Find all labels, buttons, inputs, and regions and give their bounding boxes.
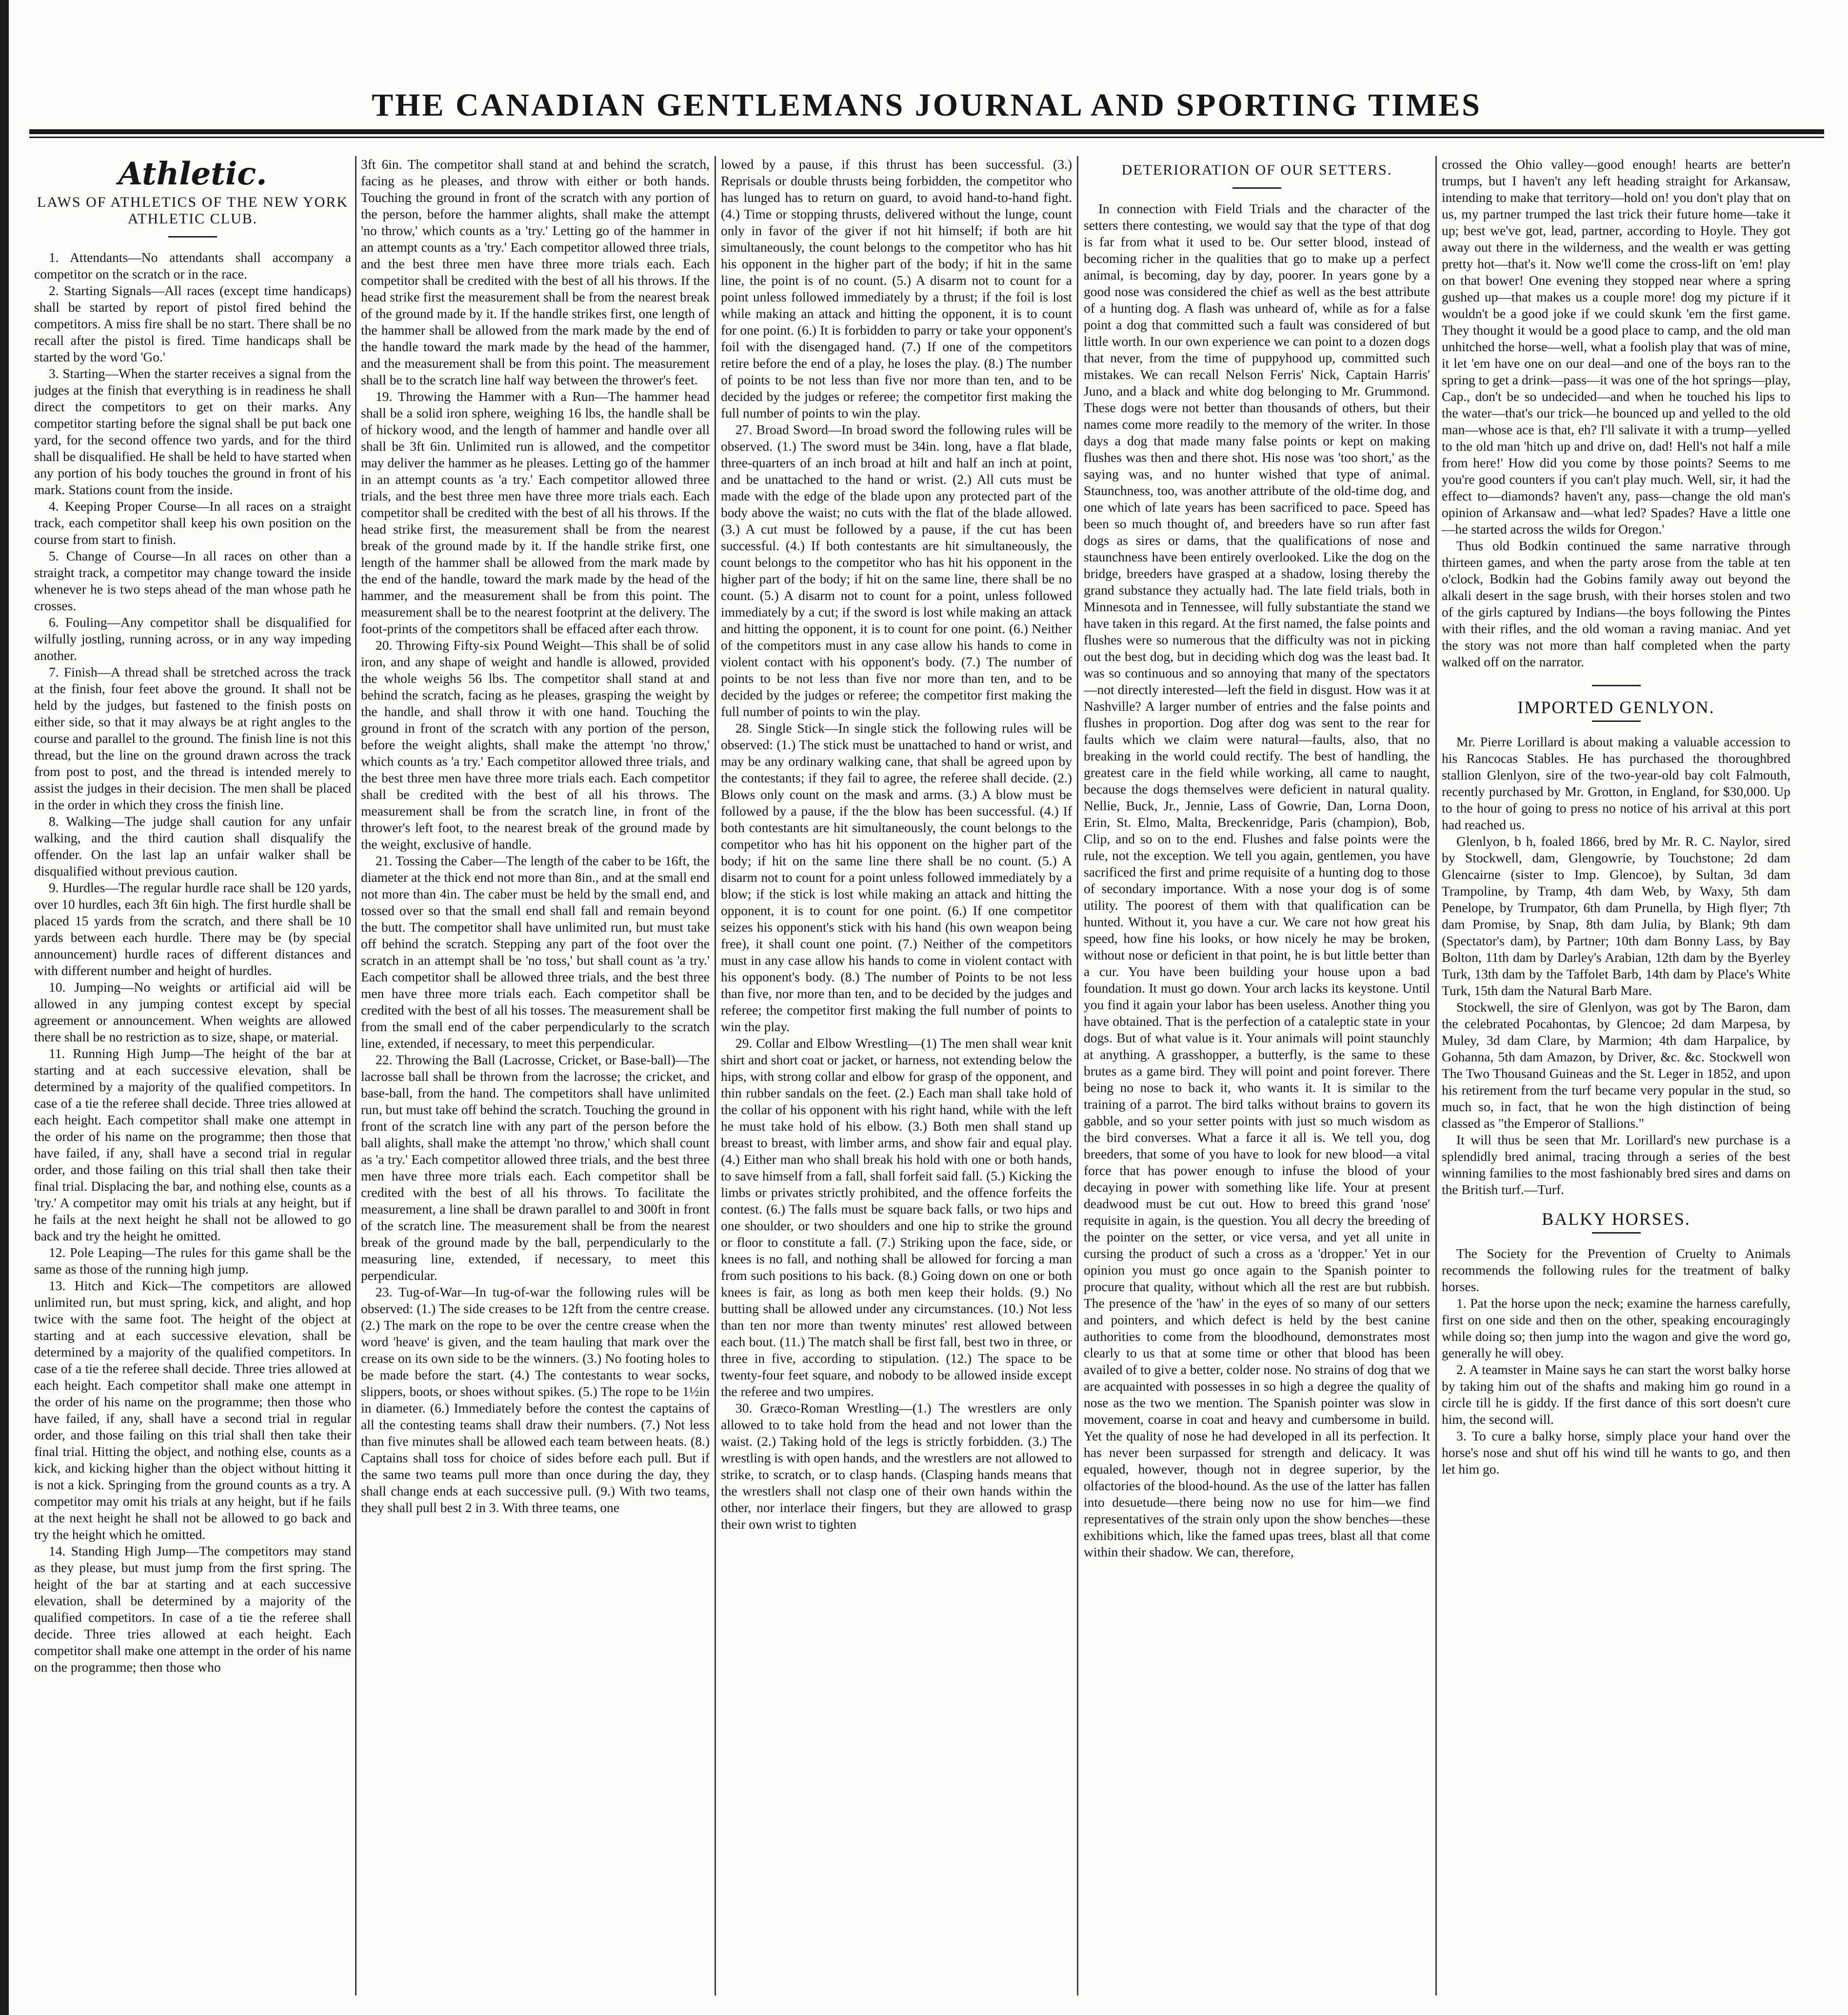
heading-rule [1592, 720, 1641, 722]
paragraph: Mr. Pierre Lorillard is about making a valuable accession to his Rancocas Stables. He has purchased the thoroughbred stallion Glenlyon, sire of the two-year-old bay colt Falmouth, recently purchased by Mr. Grotton, in England, for $30,000. Up to the hour of going to press no notice of his arrival at this port had reached us. [1442, 734, 1790, 832]
paragraph: 3. To cure a balky horse, simply place your hand over the horse's nose and shut off his wind till he wants to go, and then let him go. [1442, 1428, 1790, 1476]
paragraph: 5. Change of Course—In all races on other than a straight track, a competitor may change toward the inside whenever he is two steps ahead of the man whose path he crosses. [34, 548, 351, 613]
paragraph: Thus old Bodkin continued the same narrative through thirteen games, and when the party arose from the table at ten o'clock, Bodkin had the Gobins family away out beyond the alkali desert in the sage brush, with their horses stolen and two of the girls captured by Indians—the boys following the Pintes with their rifles, and the old woman a raving maniac. And yet the story was not more than half completed when the party walked off on the narrator. [1442, 538, 1790, 669]
article-heading-setters: DETERIORATION OF OUR SETTERS. [1121, 162, 1392, 178]
page-edge-shadow [0, 0, 9, 2015]
paragraph: 13. Hitch and Kick—The competitors are allowed unlimited run, but must spring, kick, and alight, and hop twice with the same foot. The height of the object at starting and at each successive elevation, shall be determined by a majority of the qualified competitors. In case of a tie the referee shall decide. Three tries allowed at each height. Each competitor shall make one attempt in the order of his name on the programme; then those who have failed, if any, shall have a second trial in regular order, and those failing on this trial shall then take their final trial. Hitting the object, and nothing else, counts as a kick, and kicking higher than the object without hitting it is not a kick. Springing from the ground counts as a try. A competitor may omit his trials at any height, but if he fails at the next height he shall not be allowed to go back and try the height which he omitted. [34, 1278, 351, 1542]
paragraph: 21. Tossing the Caber—The length of the caber to be 16ft, the diameter at the thick end not more than 8in., and at the small end not more than 4in. The caber must be held by the small end, and tossed over so that the small end shall fall and remain beyond the butt. The competitor shall have unlimited run, but must take off behind the scratch. Stepping any part of the foot over the scratch in an attempt shall be 'no toss,' but shall count as 'a try.' Each competitor shall be allowed three trials, and the best three men have three more trials each. Each competitor shall be credited with the best of all his tosses. The measurement shall be from the small end of the caber perpendicularly to the scratch line, extended, if necessary, to meet this perpendicular. [361, 853, 710, 1051]
paragraph: 12. Pole Leaping—The rules for this game shall be the same as those of the running high jump. [34, 1245, 351, 1277]
paragraph: 28. Single Stick—In single stick the following rules will be observed: (1.) The stick must be unattached to hand or wrist, and may be any ordinary walking cane, that shall be agreed upon by the contestants; if they fail to agree, the referee shall decide. (2.) Blows only count on the mask and arms. (3.) A blow must be followed by a pause, if the the blow has been successful. (4.) If both contestants are hit simultaneously, the count belongs to the competitor who has hit his opponent on the higher part of the body; if hit on the same line there shall be no count. (5.) A disarm not to count for a point unless followed immediately by a blow; if the stick is lost while making an attack and hitting the opponent, it is to count for one point. (6.) If one competitor seizes his opponent's stick with his hand (his own weapon being free), it shall count one point. (7.) Neither of the competitors must in any case allow his hands to come in violent contact with his opponent's body. (8.) The number of Points to be not less than five, nor more than ten, and to be decided by the judges and referee; the competitor first making the full number of points to win the play. [721, 720, 1072, 1034]
paragraph: 23. Tug-of-War—In tug-of-war the following rules will be observed: (1.) The side creases to be 12ft from the centre crease. (2.) The mark on the rope to be over the centre crease when the word 'heave' is given, and the team hauling that mark over the crease on its own side to be the winners. (3.) No footing holes to be made before the start. (4.) The contestants to wear socks, slippers, boots, or shoes without spikes. (5.) The rope to be 1½in in diameter. (6.) Immediately before the contest the captains of all the contesting teams shall draw their numbers. (7.) Not less than five minutes shall be allowed each team between heats. (8.) Captains shall toss for choice of sides before each pull. But if the same two teams pull more than once during the day, they shall change ends at each successive pull. (9.) With two teams, they shall pull best 2 in 3. With three teams, one [361, 1284, 710, 1515]
paragraph: It will thus be seen that Mr. Lorillard's new purchase is a splendidly bred animal, tracing through a series of the best winning families to the most fashionably bred sires and dams on the British turf.—Turf. [1442, 1132, 1790, 1197]
article-heading-genlyon: IMPORTED GENLYON. [1517, 698, 1715, 717]
paragraph: 20. Throwing Fifty-six Pound Weight—This shall be of solid iron, and any shape of weight and handle is allowed, provided the whole weighs 56 lbs. The competitor shall stand at and behind the scratch, facing as he pleases, grasping the weight by the handle, and shall throw it with one hand. Touching the ground in front of the scratch with any portion of the person, before the weight alights, shall make the attempt 'no throw,' which counts as 'a try.' Each competitor allowed three trials, and the best three men have three more trials each. Each competitor shall be credited with the best of all his throws. The measurement shall be from the scratch line, in front of the thrower's left foot, to the nearest break of the ground made by the weight, exclusive of handle. [361, 638, 710, 852]
section-rule [1592, 685, 1641, 686]
paragraph: In connection with Field Trials and the character of the setters there contesting, we would say that the type of that dog is far from what it used to be. Our setter blood, instead of becoming richer in the qualities that go to make up a perfect animal, is becoming, day by day, poorer. In years gone by a good nose was considered the chief as well as the best attribute of a hunting dog. A flash was unheard of, while as for a false point a dog that committed such a fault was considered of but little worth. In our own experience we can point to a dozen dogs that never, from the time of puppyhood up, committed such mistakes. We can recall Nelson Ferris' Nick, Captain Harris' Juno, and a black and white dog belonging to Mr. Grummond. These dogs were not better than thousands of others, but their names come more readily to the memory of the writer. In those days a dog that made many false points or kept on making flushes was then and there shot. His nose was 'too short,' as the saying was, and no hunter wished that type of animal. Staunchness, too, was another attribute of the old-time dog, and one which of late years has been sacrificed to pace. Speed has been so much thought of, and breeders have so run after fast dogs as sires or dams, that the qualifications of nose and staunchness have been entirely overlooked. Like the dog on the bridge, breeders have grasped at a shadow, losing thereby the grand substance they actually had. The late field trials, both in Minnesota and in Tennessee, will fully substantiate the stand we have taken in this regard. At the first named, the false points and flushes were so numerous that the difficulty was not in picking out the best dog, but in deciding which dog was the least bad. It was so continuous and so annoying that many of the spectators—not directly interested—left the field in disgust. How was it at Nashville? A larger number of entries and the false points and flushes in proportion. Dog after dog was sent to the rear for faults which we claim were natural—faults, also, that no breaking in the world could rectify. The best of handling, the greatest care in the field while working, all came to naught, because the dogs themselves were deficient in natural quality. Nellie, Buck, Jr., Jennie, Lass of Gowrie, Dan, Lorna Doon, Erin, St. Elmo, Malta, Breckenridge, Paris (champion), Bob, Clip, and so on to the end. Flushes and false points were the rule, not the exception. We tell you again, gentlemen, you have sacrificed the first and prime requisite of a hunting dog to those of secondary importance. With a nose your dog is of some utility. The poorest of them with that qualification can be hunted. Without it, you have a cur. We care not how great his speed, how fine his looks, or how nicely he may be broken, without nose or deficient in that point, he is but little better than a cur. You have been building your house upon a bad foundation. It must go down. Your arch lacks its keystone. Until you find it again your labor has been useless. Another thing you have obtained. That is the perfection of a cataleptic state in your dogs. But of what value is it. Your animals will point staunchly at anything. A grasshopper, a butterfly, is the same to these brutes as a game bird. They will point and point forever. There being no nose to back it, who wants it. It is similar to the training of a parrot. The bird talks without brains to govern its gabble, and so your setter points with just so much wisdom as the bird converses. What a farce it all is. We tell you, dog breeders, that some of you have to look for new blood—a vital force that has power enough to infuse the blood of your decaying in power with something like life. Your at present deadwood must be cut out. How to breed this grand 'nose' requisite in again, is the question. You all decry the breeding of the pointer on the setter, or vice versa, and yet all unite in cursing the product of such a cross as a 'dropper.' Yet in our opinion you must go once again to the Spanish pointer to procure that quality, without which all the rest are but rubbish. The presence of the 'haw' in the eyes of so many of our setters and pointers, and which defect is held by the best canine authorities to come from the bloodhound, demonstrates most clearly to us that at some time or other that blood has been availed of to give a better, colder nose. No strains of dog that we are acquainted with possesses in so high a degree the quality of nose as the two we mention. The Spanish pointer was slow in movement, coarse in coat and heavy and cumbersome in build. Yet the quality of nose he had developed in all its perfection. It has never been surpassed for strength and delicacy. It was equaled, however, though not in degree superior, by the olfactories of the blood-hound. As the use of the latter has fallen into desuetude—there being now no use for him—we find representatives of the strain only upon the show benches—these exhibitions which, like the famed upas trees, blast all that come within their shadow. We can, therefore, [1084, 201, 1430, 1559]
paragraph: lowed by a pause, if this thrust has been successful. (3.) Reprisals or double thrusts being forbidden, the competitor who has lunged has to return on guard, to avoid hand-to-hand fight. (4.) Time or stopping thrusts, delivered without the lunge, count only in favor of the giver if not hit himself; if both are hit simultaneously, the count belongs to the competitor who has hit his opponent in the higher part of the body; if hit in the same line, the point is of no count. (5.) A disarm not to count for a point unless followed immediately by a thrust; if the foil is lost while making an attack and hitting the opponent, it is to count for one point. (6.) It is forbidden to parry or take your opponent's foil with the disengaged hand. (7.) If one of the competitors retire before the end of a play, he loses the play. (8.) The number of points to be not less than five nor more than ten, and to be decided by the judges or referee; the competitor first making the full number of points to win the play. [721, 157, 1072, 420]
paragraph: 22. Throwing the Ball (Lacrosse, Cricket, or Base-ball)—The lacrosse ball shall be thrown from the lacrosse; the cricket, and base-ball, from the hand. The competitors shall have unlimited run, but must take off behind the scratch. Touching the ground in front of the scratch line with any part of the person before the ball alights, shall make the attempt 'no throw,' which shall count as 'a try.' Each competitor allowed three trials, and the best three men have three more trials each. Each competitor shall be credited with the best of all his throws. To facilitate the measurement, a line shall be drawn parallel to and 300ft in front of the scratch line. The measurement shall be from the nearest break of the ground made by the ball, perpendicularly to the measuring line, extended, if necessary, to meet this perpendicular. [361, 1052, 710, 1283]
paragraph: 8. Walking—The judge shall caution for any unfair walking, and the third caution shall disqualify the offender. On the last lap an unfair walker shall be disqualified without previous caution. [34, 814, 351, 878]
paragraph: 4. Keeping Proper Course—In all races on a straight track, each competitor shall keep his own position on the course from start to finish. [34, 499, 351, 547]
paragraph: 1. Pat the horse upon the neck; examine the harness carefully, first on one side and then on the other, speaking encouragingly while doing so; then jump into the wagon and give the word go, generally he will obey. [1442, 1296, 1790, 1360]
paragraph: 2. A teamster in Maine says he can start the worst balky horse by taking him out of the shafts and making him go round in a circle till he is giddy. If the first dance of this sort doesn't cure him, the second will. [1442, 1362, 1790, 1427]
paragraph: 14. Standing High Jump—The competitors may stand as they please, but must jump from the first spring. The height of the bar at starting and at each successive elevation, shall be determined by a majority of the qualified competitors. In case of a tie the referee shall decide. Three tries allowed at each height. Each competitor shall make one attempt in the order of his name on the programme; then those who [34, 1543, 351, 1675]
paragraph: Glenlyon, b h, foaled 1866, bred by Mr. R. C. Naylor, sired by Stockwell, dam, Glengowrie, by Touchstone; 2d dam Glencairne (sister to Imp. Glencoe), by Sultan, 3d dam Trampoline, by Tramp, 4th dam Web, by Waxy, 5th dam Penelope, by Trumpator, 6th dam Prunella, by High flyer; 7th dam Promise, by Snap, 8th dam Julia, by Blank; 9th dam (Spectator's dam), by Partner; 10th dam Bonny Lass, by Bay Bolton, 11th dam by Darley's Arabian, 12th dam by the Byerley Turk, 13th dam by the Taffolet Barb, 14th dam by Place's White Turk, 15th dam the Natural Barb Mare. [1442, 834, 1790, 998]
column-3 [721, 156, 1072, 2005]
paragraph: 30. Græco-Roman Wrestling—(1.) The wrestlers are only allowed to to take hold from the head and not lower than the waist. (2.) Taking hold of the legs is strictly forbidden. (3.) The wrestling is with open hands, and the wrestlers are not allowed to strike, to scratch, or to clasp hands. (Clasping hands means that the wrestlers shall not clasp one of their own hands within the other, nor interlace their fingers, but they are allowed to grasp their own wrist to tighten [721, 1400, 1072, 1532]
masthead-rule-thick [29, 129, 1824, 134]
paragraph: Stockwell, the sire of Glenlyon, was got by The Baron, dam the celebrated Pocahontas, by Glencoe; 2d dam Marpesa, by Muley, 3d dam Clare, by Marmion; 4th dam Harpalice, by Gohanna, 5th dam Amazon, by Driver, &c. &c. Stockwell won The Two Thousand Guineas and the St. Leger in 1852, and upon his retirement from the turf became very popular in the stud, so much so, in fact, that he won the high distinction of being classed as "the Emperor of Stallions." [1442, 999, 1790, 1131]
article-heading-balky-horses: BALKY HORSES. [1542, 1209, 1690, 1229]
paragraph: 7. Finish—A thread shall be stretched across the track at the finish, four feet above the ground. It shall not be held by the judges, but fastened to the finish posts on either side, so that it may always be at right angles to the course and parallel to the ground. The finish line is not this thread, but the line on the ground drawn across the track from post to post, and the thread is intended merely to assist the judges in their decision. The men shall be placed in the order in which they cross the finish line. [34, 664, 351, 812]
column-4 [1084, 156, 1430, 2005]
masthead: THE CANADIAN GENTLEMANS JOURNAL AND SPORTING TIMES [372, 87, 1482, 123]
heading-rule [1592, 1232, 1641, 1234]
paragraph: 3. Starting—When the starter receives a signal from the judges at the finish that everything is in readiness he shall direct the competitors to get on their marks. Any competitor starting before the signal shall be put back one yard, for the second offence two yards, and for the third shall be disqualified. He shall be held to have started when any portion of his body touches the ground in front of his mark. Stations count from the inside. [34, 366, 351, 497]
paragraph: The Society for the Prevention of Cruelty to Animals recommends the following rules for the treatment of balky horses. [1442, 1246, 1790, 1294]
column-divider [1435, 156, 1437, 1995]
paragraph: 19. Throwing the Hammer with a Run—The hammer head shall be a solid iron sphere, weighing 16 lbs, the handle shall be of hickory wood, and the length of hammer and handle over all shall be 3ft 6in. Unlimited run is allowed, and the competitor may deliver the hammer as he pleases. Letting go of the hammer in an attempt counts as 'a try.' Each competitor allowed three trials, and the best three men have three more trials each. Each competitor shall be credited with the best of all his throws. If the head strike first, the measurement shall be from the nearest break of the ground made by it. If the handle strike first, one length of the hammer shall be allowed from the mark made by the end of the handle, toward the mark made by the head of the hammer, and the measurement shall be from this point. The measurement shall be to the nearest footprint at the delivery. The foot-prints of the competitors shall be effaced after each throw. [361, 389, 710, 636]
column-5 [1442, 156, 1790, 2005]
heading-rule [168, 236, 217, 238]
paragraph: 2. Starting Signals—All races (except time handicaps) shall be started by report of pistol fired behind the competitors. A miss fire shall be no start. There shall be no recall after the pistol is fired. Time handicaps shall be started by the word 'Go.' [34, 283, 351, 364]
column-divider [715, 156, 716, 1995]
paragraph: 6. Fouling—Any competitor shall be disqualified for wilfully jostling, running across, or in any way impeding another. [34, 615, 351, 663]
column-divider [355, 156, 357, 1995]
column-divider [1077, 156, 1078, 1995]
paragraph: crossed the Ohio valley—good enough! hearts are better'n trumps, but I haven't any left heading straight for Arkansaw, intending to make that territory—hold on! you don't play that on us, my partner trumped the last trick their future home—take it up; best we've got, lead, partner, according to Hoyle. They got away out there in the wilderness, and the wealth er was getting pretty hot—that's it. Now we'll come the cross-lift on 'em! play on that bower! One evening they stopped near where a spring gushed up—that makes us a couple more! dog my picture if it wouldn't be a good joke if we could skunk 'em the first game. They thought it would be a good place to camp, and the old man unhitched the horse—well, what a foolish play that was of mine, it let 'em have one on our deal—and one of the boys ran to the spring to get a drink—pass—it was one of the hot springs—play, Cap., don't be so undecided—and when he touched his lips to the water—that's our trick—he bounced up and yelled to the old man—whose ace is that, eh? I'll salivate it with a trump—yelled to the old man 'hitch up and drive on, dad! Hell's not half a mile from here!' How did you come by those points? Seems to me you're good counters if you can't play much. Well, sir, it had the effect to—diamonds? haven't any, pass—change the old man's opinion of Arkansaw and—what led? Spades? Have a little one—he started across the wilds for Oregon.' [1442, 157, 1790, 537]
paragraph: 10. Jumping—No weights or artificial aid will be allowed in any jumping contest except by special agreement or announcement. When weights are allowed there shall be no restriction as to size, shape, or material. [34, 979, 351, 1044]
column-2 [361, 156, 710, 2005]
paragraph: 3ft 6in. The competitor shall stand at and behind the scratch, facing as he pleases, and throw with either or both hands. Touching the ground in front of the scratch with any portion of the person, before the hammer alights, shall make the attempt 'no throw,' which counts as a 'try.' Letting go of the hammer in an attempt counts as a 'try.' Each competitor allowed three trials, and the best three men have three more trials each. Each competitor shall be credited with the best of all his throws. If the head strike first the measurement shall be from the nearest break of the ground made by it. If the handle strikes first, one length of the hammer shall be allowed from the mark made by the end of the handle toward the mark made by the head of the hammer, and the measurement shall be from this point. The measurement shall be to the scratch line half way between the thrower's feet. [361, 157, 710, 387]
paragraph: 29. Collar and Elbow Wrestling—(1) The men shall wear knit shirt and short coat or jacket, or harness, not extending below the hips, with strong collar and elbow for grasp of the opponent, and thin rubber sandals on the feet. (2.) Each man shall take hold of the collar of his opponent with his right hand, while with the left he must take hold of his elbow. (3.) Both men shall stand up breast to breast, with limber arms, and show fair and equal play. (4.) Either man who shall break his hold with one or both hands, to save himself from a fall, shall forfeit said fall. (5.) Kicking the limbs or privates strictly prohibited, and the offence forfeits the contest. (6.) The falls must be square back falls, or two hips and one shoulder, or two shoulders and one hip to strike the ground or floor to constitute a fall. (7.) Striking upon the face, side, or knees is no fall, and nothing shall be allowed for forcing a man from such positions to his back. (8.) Going down on one or both knees is fair, as long as both men keep their holds. (9.) No butting shall be allowed under any circumstances. (10.) Not less than ten nor more than twenty minutes' rest allowed between each bout. (11.) The match shall be first fall, best two in three, or three in five, according to stipulation. (12.) The space to be twenty-four feet square, and nobody to be allowed inside except the referee and two umpires. [721, 1036, 1072, 1399]
paragraph: 27. Broad Sword—In broad sword the following rules will be observed. (1.) The sword must be 34in. long, have a flat blade, three-quarters of an inch broad at hilt and half an inch at point, and be unattached to the hand or wrist. (2.) All cuts must be made with the edge of the blade upon any protected part of the body above the waist; no cuts with the flat of the blade allowed. (3.) A cut must be followed by a pause, if the cut has been successful. (4.) If both contestants are hit simultaneously, the count belongs to the competitor who has hit his opponent in the higher part of the body; if hit on the same line, there shall be no count. (5.) A disarm not to count for a point, unless followed immediately by a cut; if the sword is lost while making an attack and hitting the opponent, it is to count for one point. (6.) Neither of the competitors must in any case allow his hands to come in violent contact with his opponent's body. (7.) The number of points to be not less than five nor more than ten, and to be decided by the judges or referee; the competitor first making the full number of points to win the play. [721, 422, 1072, 719]
paragraph: 9. Hurdles—The regular hurdle race shall be 120 yards, over 10 hurdles, each 3ft 6in high. The first hurdle shall be placed 15 yards from the scratch, and there shall be 10 yards between each hurdle. There may be (by special announcement) hurdle races of different distances and with different number and height of hurdles. [34, 880, 351, 978]
heading-rule [1232, 187, 1281, 189]
masthead-rule-thin [29, 137, 1824, 138]
paragraph: 11. Running High Jump—The height of the bar at starting and at each successive elevation, shall be determined by a majority of the qualified competitors. In case of a tie the referee shall decide. Three tries allowed at each height. Each competitor shall make one attempt in the order of his name on the programme; then those that have failed, if any, shall have a second trial in regular order, and those failing on this trial shall then take their final trial. Displacing the bar, and nothing else, counts as a 'try.' A competitor may omit his trials at any height, but if he fails at the next height he shall not be allowed to go back and try the height he omitted. [34, 1046, 351, 1243]
column-1 [34, 156, 351, 2005]
article-heading-laws: LAWS OF ATHLETICS OF THE NEW YORK ATHLETIC CLUB. [37, 194, 349, 227]
paragraph: 1. Attendants—No attendants shall accompany a competitor on the scratch or in the race. [34, 250, 351, 281]
section-title-athletic: Athletic. [118, 156, 267, 192]
